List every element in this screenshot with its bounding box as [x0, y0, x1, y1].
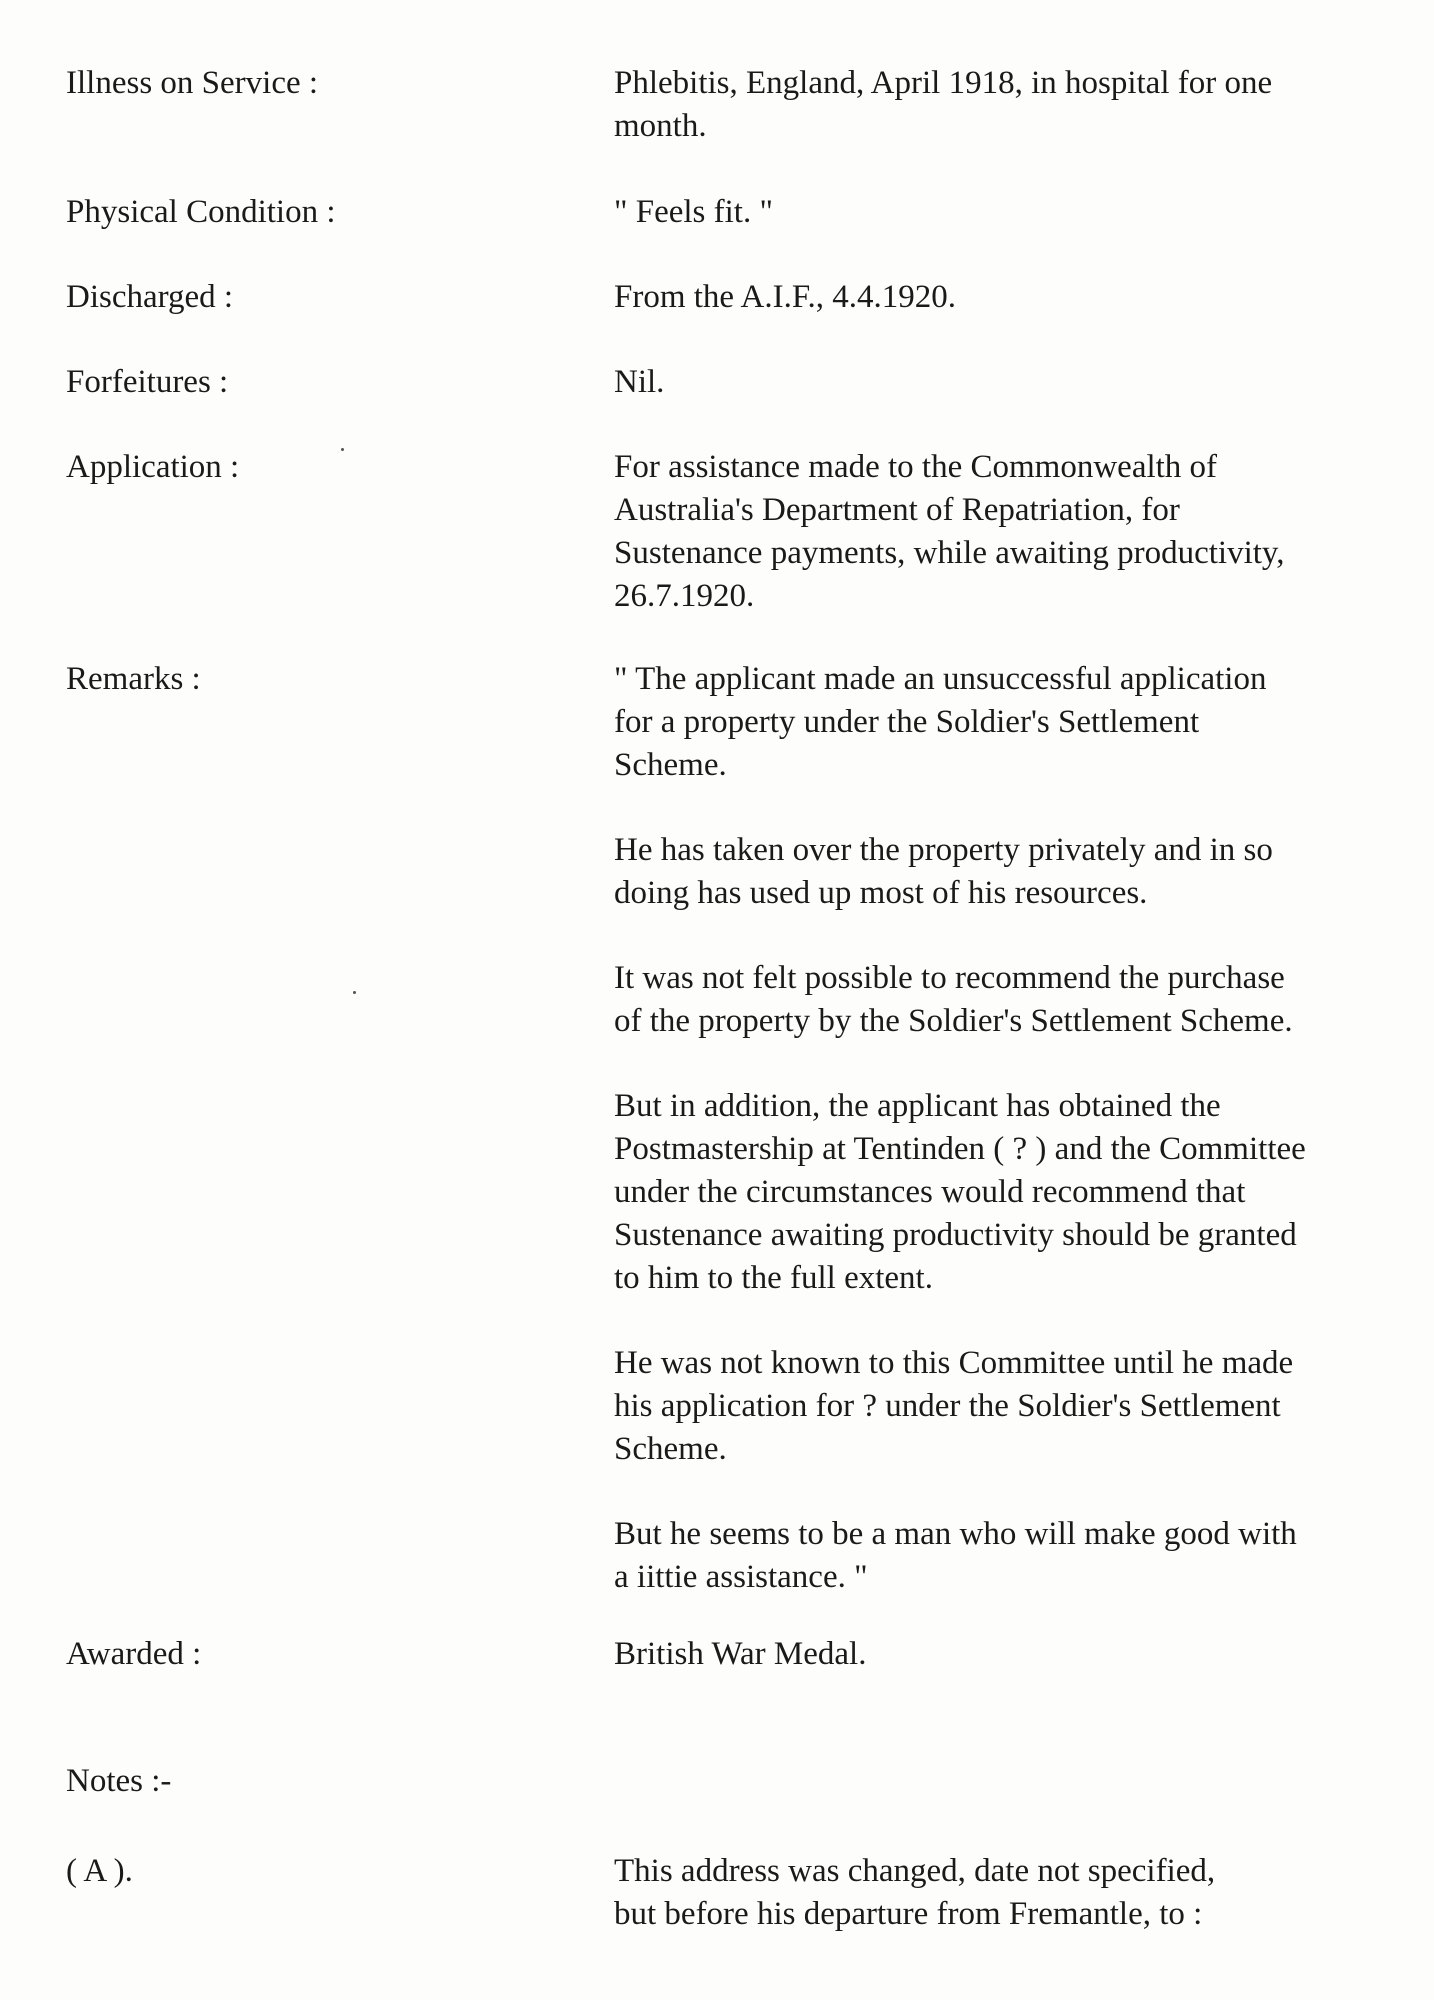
field-value	[614, 62, 1394, 148]
field-value	[614, 658, 1394, 1599]
field-value	[614, 361, 1394, 404]
field-label: Physical Condition :	[66, 194, 336, 230]
value-paragraph: Nil.	[614, 364, 665, 400]
field-value	[614, 1633, 1394, 1676]
field-label: Awarded :	[66, 1636, 202, 1672]
value-paragraph: Phlebitis, England, April 1918, in hospital for one month.	[614, 65, 1273, 144]
notes-heading: Notes :-	[66, 1763, 172, 1799]
value-paragraph: But in addition, the applicant has obtained the Postmastership at Tentinden ( ? ) and the Committee under the circumstances would recommend that Sustenance awaiting productivity should be granted to him to the full extent.	[614, 1088, 1306, 1296]
field-label: Discharged :	[66, 279, 234, 315]
value-paragraph: " The applicant made an unsuccessful application for a property under the Soldier's Settlement Scheme.	[614, 661, 1267, 783]
field-value	[614, 1850, 1394, 1936]
value-paragraph: It was not felt possible to recommend the purchase of the property by the Soldier's Settlement Scheme.	[614, 960, 1293, 1039]
field-label: Forfeitures :	[66, 364, 229, 400]
value-paragraph: He has taken over the property privately and in so doing has used up most of his resources.	[614, 832, 1273, 911]
note-marker: ( A ).	[66, 1853, 133, 1889]
value-paragraph: From the A.I.F., 4.4.1920.	[614, 279, 957, 315]
field-label: Remarks :	[66, 661, 201, 697]
field-value	[614, 446, 1394, 618]
scan-speck	[341, 448, 344, 451]
value-paragraph: British War Medal.	[614, 1636, 867, 1672]
value-paragraph: This address was changed, date not specified, but before his departure from Fremantle, to :	[614, 1853, 1216, 1932]
value-paragraph: For assistance made to the Commonwealth of Australia's Department of Repatriation, for Sustenance payments, while awaiting productivity, 26.7.1920.	[614, 449, 1285, 614]
scan-speck	[353, 991, 356, 994]
field-label: Application :	[66, 449, 240, 485]
value-paragraph: " Feels fit. "	[614, 194, 773, 230]
value-paragraph: He was not known to this Committee until he made his application for ? under the Soldier's Settlement Scheme.	[614, 1345, 1294, 1467]
value-paragraph: But he seems to be a man who will make good with a iittie assistance. "	[614, 1516, 1297, 1595]
field-label: Illness on Service :	[66, 65, 319, 101]
field-value	[614, 276, 1394, 319]
field-value	[614, 191, 1394, 234]
